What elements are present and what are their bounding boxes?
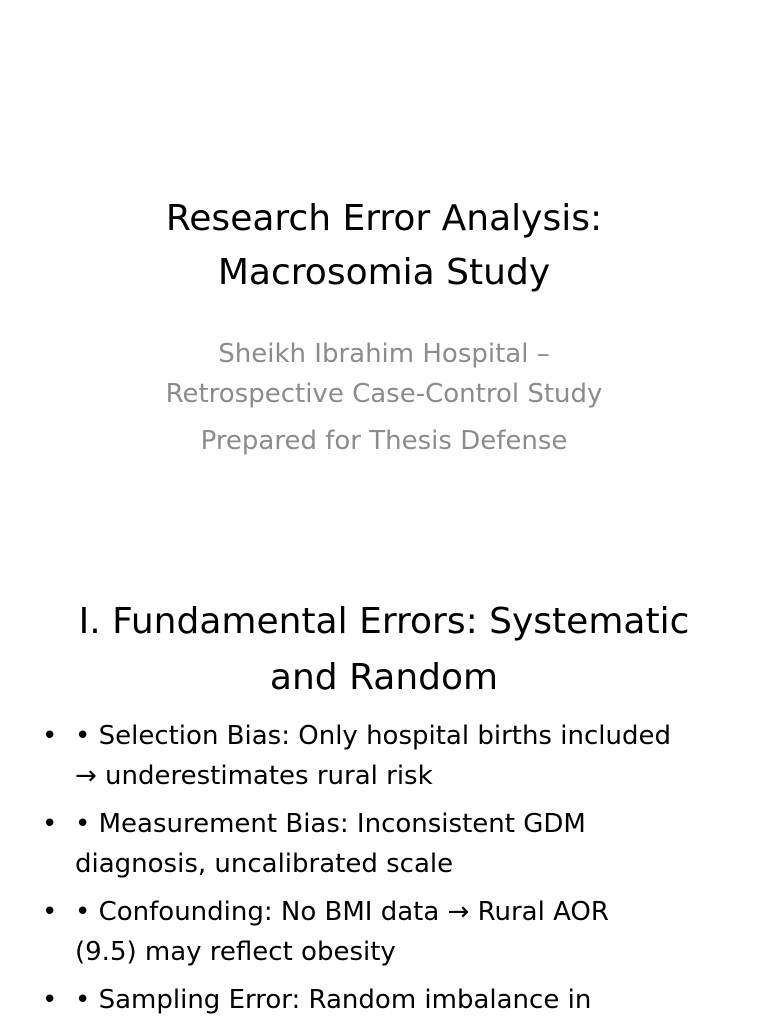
- bullet-marker: •: [42, 809, 58, 839]
- bullet-line: • Confounding: No BMI data → Rural AOR: [75, 897, 609, 927]
- bullet-list: [0, 716, 768, 1024]
- subtitle-line: Retrospective Case-Control Study: [165, 379, 603, 409]
- bullet-line: • Sampling Error: Random imbalance in: [75, 985, 592, 1015]
- slide-title-line: Macrosomia Study: [217, 252, 551, 293]
- section-heading-line: I. Fundamental Errors: Systematic: [78, 601, 690, 642]
- bullet-text: [75, 804, 728, 884]
- bullet-marker: •: [42, 897, 58, 927]
- bullet-text: [75, 892, 728, 972]
- bullet-marker: •: [42, 721, 58, 751]
- content-slide: [0, 576, 768, 1024]
- section-heading-line: and Random: [269, 657, 499, 698]
- slide-subtitle: [60, 334, 708, 461]
- bullet-line: • Measurement Bias: Inconsistent GDM: [75, 809, 586, 839]
- bullet-item-measurement-bias: [0, 804, 768, 884]
- subtitle-line: Sheikh Ibrahim Hospital –: [218, 339, 550, 369]
- section-heading: [30, 594, 738, 706]
- bullet-text: [75, 980, 728, 1020]
- slide-title: [40, 192, 728, 300]
- bullet-line: (9.5) may reflect obesity: [75, 937, 396, 967]
- bullet-item-confounding: [0, 892, 768, 972]
- bullet-text: [75, 716, 728, 796]
- bullet-item-selection-bias: [0, 716, 768, 796]
- bullet-item-sampling-error: [0, 980, 768, 1020]
- bullet-marker: •: [42, 985, 58, 1015]
- bullet-line: • Selection Bias: Only hospital births included: [75, 721, 671, 751]
- bullet-line: → underestimates rural risk: [75, 761, 433, 791]
- slide-title-line: Research Error Analysis:: [165, 198, 603, 239]
- bullet-line: diagnosis, uncalibrated scale: [75, 849, 454, 879]
- subtitle-line: Prepared for Thesis Defense: [200, 426, 568, 456]
